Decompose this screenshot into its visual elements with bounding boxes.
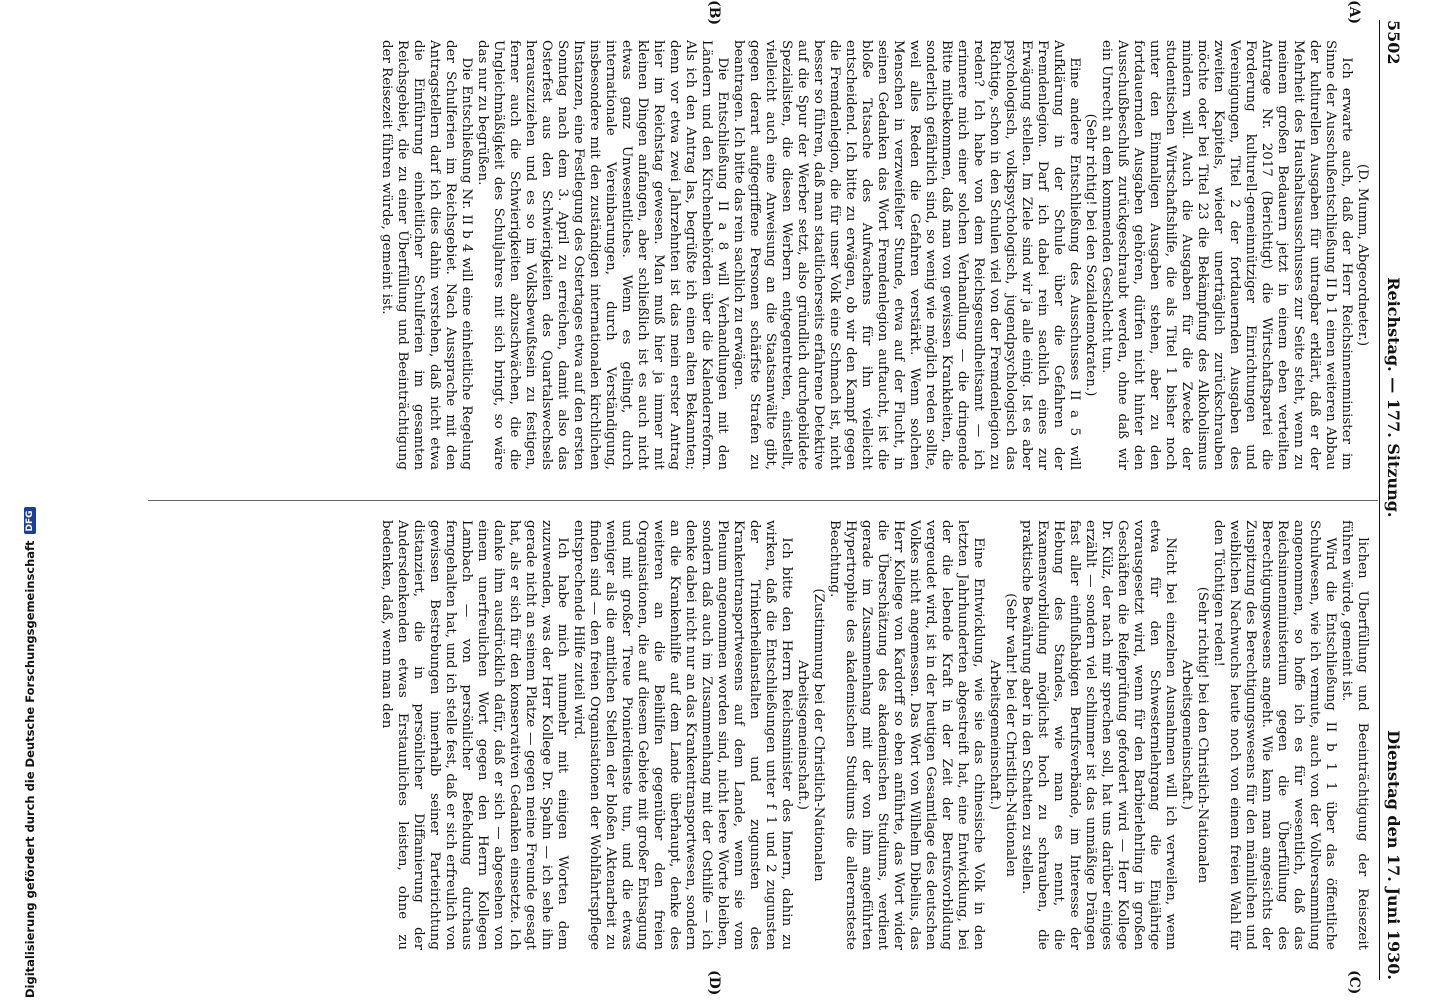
interjection: (Sehr richtig! bei den Sozialdemokraten.) <box>1083 113 1098 397</box>
interjection: (Zustimmung bei der Christlich-Nationalen Arbeitsgemeinschaft.) <box>795 588 826 882</box>
margin-mark-b: (B) <box>706 0 722 26</box>
funding-text: Digitalisierung gefördert durch die Deutsche Forschungsgemeinschaft <box>23 540 37 998</box>
page-header <box>1384 20 1408 980</box>
left-column <box>170 40 1370 470</box>
interjection: (Sehr richtig! bei den Christlich-Nationalen Arbeitsgemeinschaft.) <box>1179 586 1210 884</box>
paragraph: Eine Entwicklung, wie sie das chinesische Volk in den letzten Jahrhunderten abgestreift hat, eine Entwicklung, bei der die lebende Kraft in der Zeit der Berufsvorbildung vergeudet wird, ist in der heutigen Gesamtlage des deutschen Volkes nicht angemessen. Das Wort von Wilhelm Dibelius, das Herr Kollege von Kardorff so eben anführte, das Wort wider die Überschätzung des akademischen Studiums, verdient gerade im Zusammenhang mit der von ihm angeführten Hypertrophie des akademischen Studiums die allerernsteste Beachtung. <box>827 520 986 950</box>
header-rule <box>1379 20 1380 980</box>
paragraph: Ich habe mich nunmehr mit einigen Worten dem zuzuwenden, was der Herr Kollege Dr. Spahn — ich sehe ihn gerade nicht an seinem Platze — gegen meine Freunde gesagt hat, als er sich für den konservativen Gedanken einsetzte. Ich danke ihm ausdrücklich dafür, daß er sich — abgesehen von einem unerfreulichen Wort gegen den Herrn Kollegen Lambach — von persönlicher Befehdung durchaus ferngehalten hat, und ich stelle fest, daß er sich erfreulich von gewissen Bestrebungen innerhalb seiner Parteirichtung distanziert, die in persönlicher Diffamierung der Andersdenkenden etwas Erstaunliches leisten, ohne zu bedenken, daß, wenn man den <box>379 520 570 950</box>
paragraph: lichen Überfüllung und Beeinträchtigung der Reisezeit führen würde, gemeint ist. <box>1339 520 1370 950</box>
paragraph: Eine andere Entschließung des Ausschusses II a 5 will Aufklärung in der Schule über die Gefahren der Fremdenlegion. Darf ich dabei rein sachlich eines zur Erwägung stellen. Im Ziele sind wir ja alle einig. Ist es aber psychologisch, volkspsychologisch, jugendpsychologisch das Richtige, schon in den Schulen viel von der Fremdenlegion zu reden? Ich habe von dem Reichsgesundheitsamt — ich erinnere mich einer solchen Verhandlung — die dringende Bitte mitbekommen, daß man von gewissen Krankheiten, die sonderlich gefährlich sind, so wenig wie möglich reden sollte, weil alles Reden die Gefahren verstärkt. Wenn solchen Menschen in verzweifelter Stunde, etwa auf der Flucht, in seinen Gedanken das Wort Fremdenlegion auftaucht, ist die bloße Tatsache des Aufwachens für ihn vielleicht entscheidend. Ich bitte zu erwägen, ob wir den Kampf gegen die Fremdenlegion, die für unser Volk eine Schmach ist, nicht besser so führen, daß man staatlicherseits erfahrene Detektive auf die Spur der Werber setzt, also gründlich durchgebildete Spezialisten, die diesen Werbern entgegentreten, einstellt, vielleicht auch eine Anweisung an die Staatsanwälte gibt, gegen derart aufgegriffene Personen schärfste Strafen zu beantragen. Ich bitte das rein sachlich zu erwägen. <box>731 40 1082 470</box>
paragraph: Nicht bei einzelnen Ausnahmen will ich verweilen, wenn etwa für den Schwesternlehrgang die Einjährige vorausgesetzt wird, wenn für den Barbierlehrling in großen Geschäften die Reifeprüfung gefordert wird — Herr Kollege Dr. Külz, der nach mir sprechen soll, hat uns darüber einiges erzählt — sondern viel schlimmer ist das unmäßige Drängen fast aller einflußhabigen Berufsverbände, im Interesse der Hebung des Standes, wie man es nennt, die Examensvorbildung möglichst hoch zu schrauben, die praktische Bewährung aber in den Schatten zu stellen. <box>1019 520 1178 950</box>
paragraph: Ich bitte den Herrn Reichsminister des Innern, dahin zu wirken, daß die Entschließungen unter f 1 und 2 zugunsten der Trinkerheilanstalten und zugunsten des Krankentransportwesens auf dem Lande, wenn sie vom Plenum angenommen worden sind, nicht leere Worte bleiben, sondern daß auch im Zusammenhang mit der Osthilfe — ich denke dabei nicht nur an das Krankentransportwesen, sondern an die Krankenhilfe auf dem Lande überhaupt, denke des weiteren an die Beihilfen gegenüber den freien Organisationen, die auf diesem Gebiete mit großer Entsagung und mit großer Treue Pionierdienste tun, und die etwas weniger als die amtlichen Stellen der bloßen Aktenarbeit zu finden sind — den freien Organisationen der Wohlfahrtspflege entsprechende Hilfe zuteil wird. <box>571 520 794 950</box>
paragraph: Ich erwarte auch, daß der Herr Reichsinnenminister im Sinne der Ausschußentschließung II b 1 einen weiteren Abbau der kulturellen Ausgaben für untragbar erklärt, daß er der Mehrheit des Haushaltsausschusses zur Seite steht, wenn zu meinem großen Bedauern jetzt in einem eben verteilten Antrage Nr. 2017 (Berichtigt) die Wirtschaftspartei die Forderung kulturell-gemeinnütziger Einrichtungen und Vereinigungen, Titel 2 der fortdauernden Ausgaben des zweiten Kapitels, wieder unerträglich zurückschrauben möchte oder bei Titel 23 die Bekämpfung des Alkoholismus mindern will. Auch die Ausgaben für die Zwecke der studentischen Wirtschaftshilfe, die als Titel 1 bisher noch unter den Einmaligen Ausgaben stehen, aber zu den fortdauernden Ausgaben gehören, dürfen nicht hinter den Ausschußbeschluß zurückgeschraubt werden, ohne daß wir ein Unrecht an dem kommenden Geschlecht tun. <box>1099 40 1354 470</box>
dfg-logo-icon: DFG <box>24 507 36 534</box>
paragraph: Die Entschließung II a 8 will Verhandlungen mit den Ländern und den Kirchenbehörden über die Kalenderreform. Als ich den Antrag las, begrüßte ich einen alten Bekannten; denn vor etwa zwei Jahrzehnten ist das mein erster Antrag hier im Reichstag gewesen. Man muß hier ja immer mit kleinen Dingen anfangen, aber schließlich ist es auch nicht etwas ganz Unwesentliches. Wenn es gelingt, durch internationale Vereinbarungen, durch Verständigung, insbesondere mit den zuständigen internationalen kirchlichen Instanzen, eine Festlegung des Ostertages etwa auf den ersten Sonntag nach dem 3. April zu erreichen, damit also das Osterfest aus den Schwierigkeiten des Quartalswechsels herauszuziehen und es so im Volksbewußtsein zu festigen, ferner auch die Schwierigkeiten abzuschwächen, die die Ungleichmäßigkeit des Schuljahres mit sich bringt, so wäre das nur zu begrüßen. <box>475 40 730 470</box>
column-divider <box>148 500 1378 501</box>
speaker-line: (D. Mumm, Abgeordneter.) <box>1355 163 1370 347</box>
session-date: Dienstag den 17. Juni 1930. <box>1384 730 1403 980</box>
paragraph: Wird die Entschließung II b 1 1 über das öffentliche Schulwesen, wie ich vermute, auch von der Vollversammlung angenommen, so hoffe ich es für wesentlich, daß das Reichsinnenministerium gegen die Überfüllung des Berechtigungswesens angeht. Wie kann man angesichts der Zuspitzung des Berechtigungswesens für den männlichen und weiblichen Nachwuchs heute noch von einem freien Wahl für den Tüchtigen reden! <box>1211 520 1338 950</box>
session-title: Reichstag. — 177. Sitzung. <box>1384 277 1403 518</box>
funding-footer <box>0 0 37 1000</box>
right-column <box>170 520 1370 950</box>
margin-mark-d: (D) <box>706 970 722 996</box>
margin-mark-a: (A) <box>1346 0 1362 25</box>
interjection: (Sehr wahr! bei der Christlich-Nationalen Arbeitsgemeinschaft.) <box>987 593 1018 877</box>
margin-mark-c: (C) <box>1346 970 1362 995</box>
paragraph: Die Entschließung Nr. II b 4 will eine einheitliche Regelung der Schulferien im Reichsgebiet. Nach Aussprache mit den Antragstellern darf ich dies dahin verstehen, daß nicht etwa die Einführung einheitlicher Schulferien im gesamten Reichsgebiet, die zu einer Überfüllung und Beeinträchtigung der Reisezeit führen würde, gemeint ist. <box>379 40 474 470</box>
page-number: 5502 <box>1384 20 1403 65</box>
